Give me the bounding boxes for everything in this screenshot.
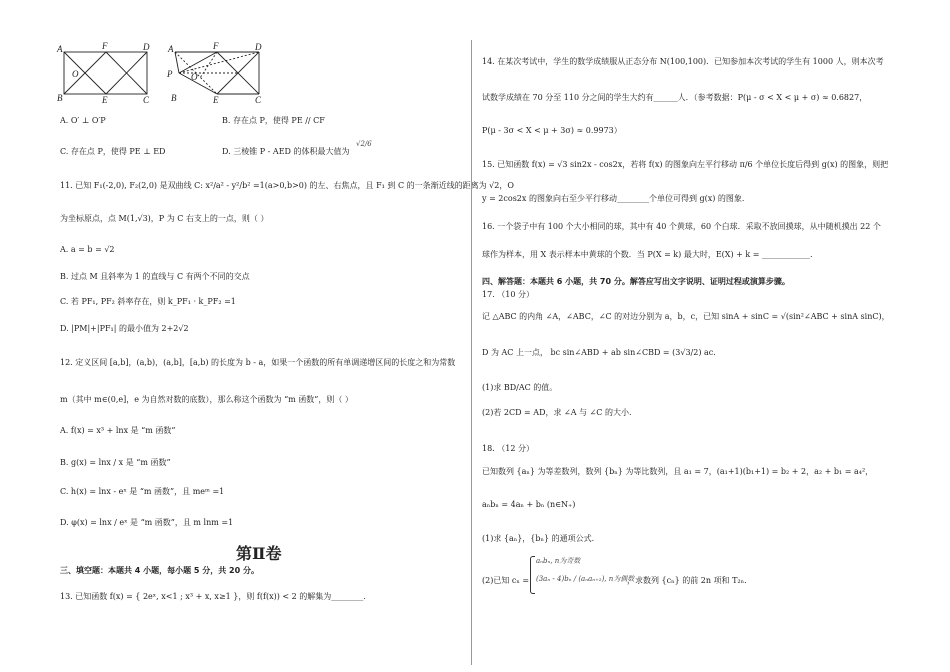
geometry-figures [52, 40, 267, 108]
q17-header: 17. （10 分） [482, 290, 534, 299]
label2-D: D [255, 42, 262, 52]
label-E: E [102, 95, 108, 105]
part-2-title: 第Ⅱ卷 [236, 544, 282, 563]
q18-part-2-suffix: ，求数列 {cₙ} 的前 2n 项和 T₂ₙ. [627, 576, 747, 585]
q18-case-odd: aₙbₙ, n为奇数 [536, 557, 581, 565]
q18-header: 18. （12 分） [482, 444, 534, 453]
label2-A: A [168, 44, 174, 54]
q17-part-1: (1)求 BD/AC 的值。 [482, 383, 558, 392]
q17-line-1: 记 △ABC 的内角 ∠A，∠ABC，∠C 的对边分别为 a，b，c，已知 sinA + sinC = √(sin²∠ABC + sinA sinC)， [482, 312, 890, 321]
q17-part-2: (2)若 2CD = AD，求 ∠A 与 ∠C 的大小. [482, 408, 632, 417]
q13: 13. 已知函数 f(x) = { 2eˣ, x<1 ; x³ + x, x≥1 }，则 f(f(x)) < 2 的解集为________. [60, 592, 366, 601]
q16-line-1: 16. 一个袋子中有 100 个大小相同的球，其中有 40 个黄球，60 个白球．采取不放回摸球，从中随机摸出 22 个 [482, 222, 881, 231]
q10-option-b: B. 存在点 P，使得 PE // CF [222, 116, 325, 125]
label2-C: C [255, 95, 262, 105]
q12-stem: 12. 定义区间 [a,b]，(a,b)，(a,b]，[a,b) 的长度为 b - a，如果一个函数的所有单调递增区间的长度之和为常数 [60, 358, 456, 367]
label-C: C [143, 95, 150, 105]
q12-option-b: B. g(x) = lnx / x 是 “m 函数” [60, 458, 171, 467]
label2-O: O [191, 72, 198, 82]
q11-option-d: D. |PM|+|PF₁| 的最小值为 2+2√2 [60, 324, 189, 333]
q10-option-c: C. 存在点 P，使得 PE ⊥ ED [60, 147, 166, 156]
label2-E: E [213, 95, 219, 105]
q18-part-2-prefix: (2)已知 cₙ = [482, 576, 530, 585]
q14-line-1: 14. 在某次考试中，学生的数学成绩服从正态分布 N(100,100)．已知参加本次考试的学生有 1000 人，则本次考 [482, 57, 884, 66]
q14-line-3: P(μ - 3σ < X < μ + 3σ) ≈ 0.9973） [482, 126, 622, 135]
q10-option-a: A. O′ ⊥ O′P [60, 116, 106, 125]
q18-line-2: aₙbₙ = 4aₙ + bₙ (n∈N₊) [482, 500, 576, 509]
q10-option-d: D. 三棱锥 P - AED 的体积最大值为 [222, 147, 350, 156]
label-B: B [57, 93, 63, 103]
q12-option-d: D. φ(x) = lnx / eˣ 是 “m 函数”，且 m lnm =1 [60, 518, 234, 527]
q18-case-even: (3aₙ - 4)bₙ / (aₙaₙ₊₂), n为偶数 [536, 575, 635, 583]
q15-line-2: y = 2cos2x 的图象向右至少平行移动________个单位可得到 g(x) 的图象. [482, 194, 745, 203]
q18-line-1: 已知数列 {aₙ} 为等差数列，数列 {bₙ} 为等比数列，且 a₁ = 7，(a₁+1)(b₁+1) = b₂ + 2，a₂ + b₁ = a₄²， [482, 467, 874, 476]
label2-F: F [213, 41, 219, 51]
q11-option-a: A. a = b = √2 [60, 245, 115, 254]
label2-B: B [171, 93, 177, 103]
label-O: O [72, 69, 79, 79]
section-3-heading: 三、填空题：本题共 4 小题，每小题 5 分，共 20 分。 [60, 566, 259, 575]
q14-line-2: 试数学成绩在 70 分至 110 分之间的学生大约有______人．（参考数据：P(μ - σ < X < μ + σ) ≈ 0.6827， [482, 93, 868, 102]
column-divider [471, 40, 472, 665]
q12-option-a: A. f(x) = x³ + lnx 是 “m 函数” [60, 426, 176, 435]
label2-P: P [167, 69, 173, 79]
q17-line-2: D 为 AC 上一点， bc sin∠ABD + ab sin∠CBD = (3√3/2) ac. [482, 348, 716, 357]
section-4-heading: 四、解答题：本题共 6 小题，共 70 分。解答应写出文字说明、证明过程或演算步骤。 [482, 277, 790, 286]
q11-stem: 11. 已知 F₁(-2,0), F₂(2,0) 是双曲线 C: x²/a² - y²/b² =1(a>0,b>0) 的左、右焦点，且 F₁ 到 C 的一条渐近线的距离为 √2，O [60, 181, 514, 190]
q18-part-1: (1)求 {aₙ}，{bₙ} 的通项公式. [482, 534, 595, 543]
q12-option-c: C. h(x) = lnx - eˣ 是 “m 函数”，且 meᵐ =1 [60, 487, 225, 496]
q11-option-b: B. 过点 M 且斜率为 1 的直线与 C 有两个不同的交点 [60, 272, 250, 281]
q11-option-c: C. 若 PF₁, PF₂ 斜率存在，则 k_PF₁ · k_PF₂ =1 [60, 297, 236, 306]
q15-line-1: 15. 已知函数 f(x) = √3 sin2x - cos2x，若将 f(x) 的图象向左平行移动 π/6 个单位长度后得到 g(x) 的图象，则把 [482, 160, 889, 169]
figure-folded-2 [175, 52, 259, 94]
q11-stem-2: 为坐标原点，点 M(1,√3)，P 为 C 右支上的一点，则（ ） [60, 214, 269, 223]
q16-line-2: 球作为样本，用 X 表示样本中黄球的个数．当 P(X = k) 最大时，E(X) + k = ____________. [482, 250, 813, 259]
label-D: D [143, 42, 150, 52]
q12-stem-2: m（其中 m∈(0,e]，e 为自然对数的底数），那么称这个函数为 “m 函数”，则（ ） [60, 395, 353, 404]
q10-option-d-value: √2/6 [356, 140, 372, 148]
label-A: A [57, 44, 63, 54]
q18-piecewise-brace [530, 556, 535, 594]
label-F: F [102, 41, 108, 51]
